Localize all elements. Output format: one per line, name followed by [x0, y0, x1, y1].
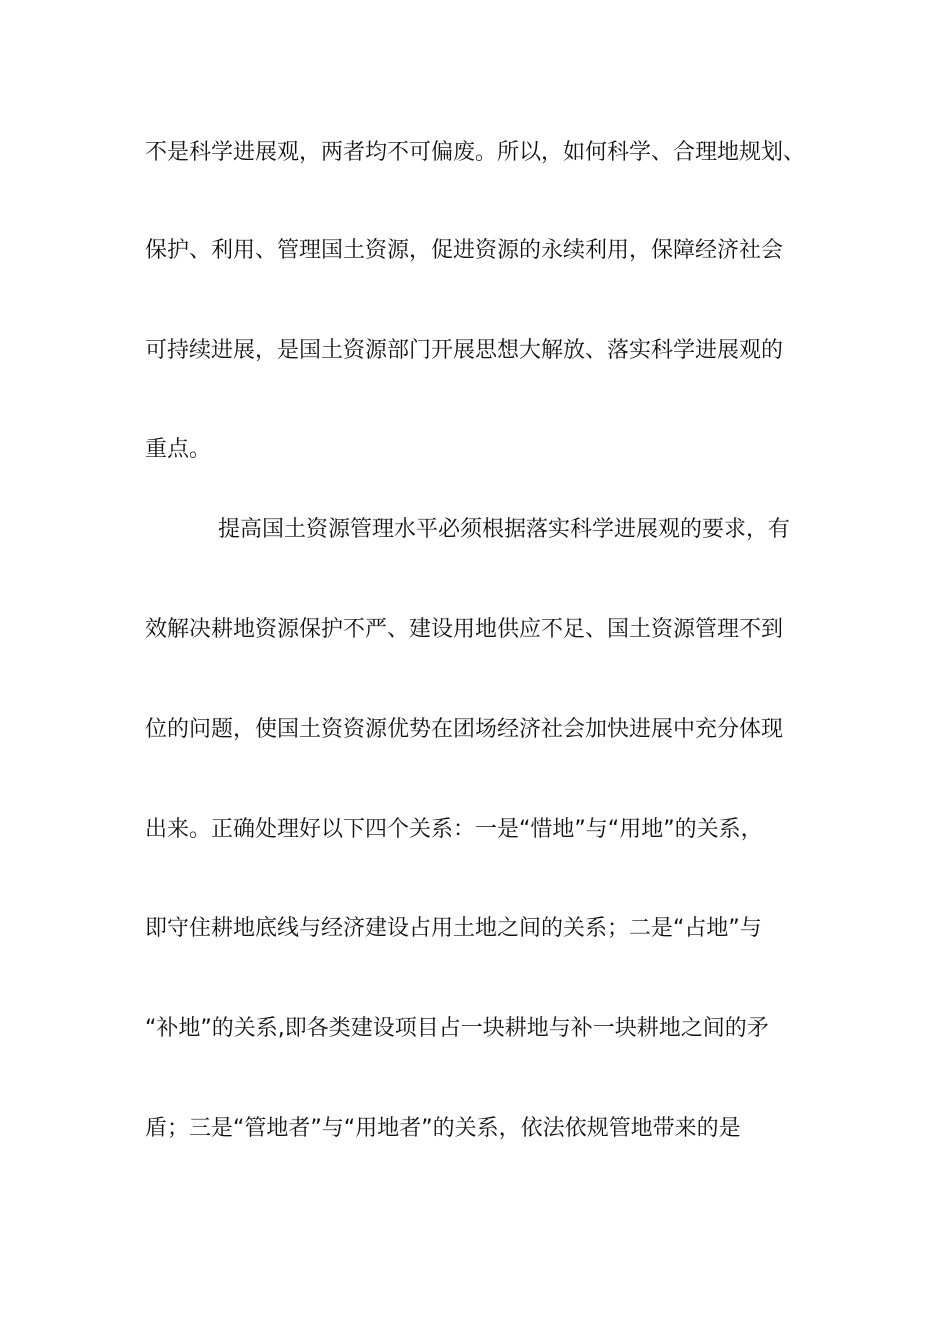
text-line: 出来。正确处理好以下四个关系：一是“惜地”与“用地”的关系，: [145, 817, 763, 842]
text-line: “补地”的关系,即各类建设项目占一块耕地与补一块耕地之间的矛: [145, 1016, 769, 1041]
text-line: 可持续进展，是国土资源部门开展思想大解放、落实科学进展观的: [145, 338, 784, 363]
text-line: 保护、利用、管理国土资源，促进资源的永续利用，保障经济社会: [145, 238, 784, 263]
text-line: 效解决耕地资源保护不严、建设用地供应不足、国土资源管理不到: [145, 617, 784, 642]
text-line: 位的问题，使国土资资源优势在团场经济社会加快进展中充分体现: [145, 717, 784, 742]
paragraph-first-line: 提高国土资源管理水平必须根据落实科学进展观的要求，有: [218, 517, 791, 542]
text-line: 不是科学进展观，两者均不可偏废。所以，如何科学、合理地规划、: [145, 140, 806, 165]
text-line: 重点。: [145, 437, 212, 462]
text-line: 即守住耕地底线与经济建设占用土地之间的关系；二是“占地”与: [145, 916, 762, 941]
text-line: 盾；三是“管地者”与“用地者”的关系，依法依规管地带来的是: [145, 1116, 741, 1141]
